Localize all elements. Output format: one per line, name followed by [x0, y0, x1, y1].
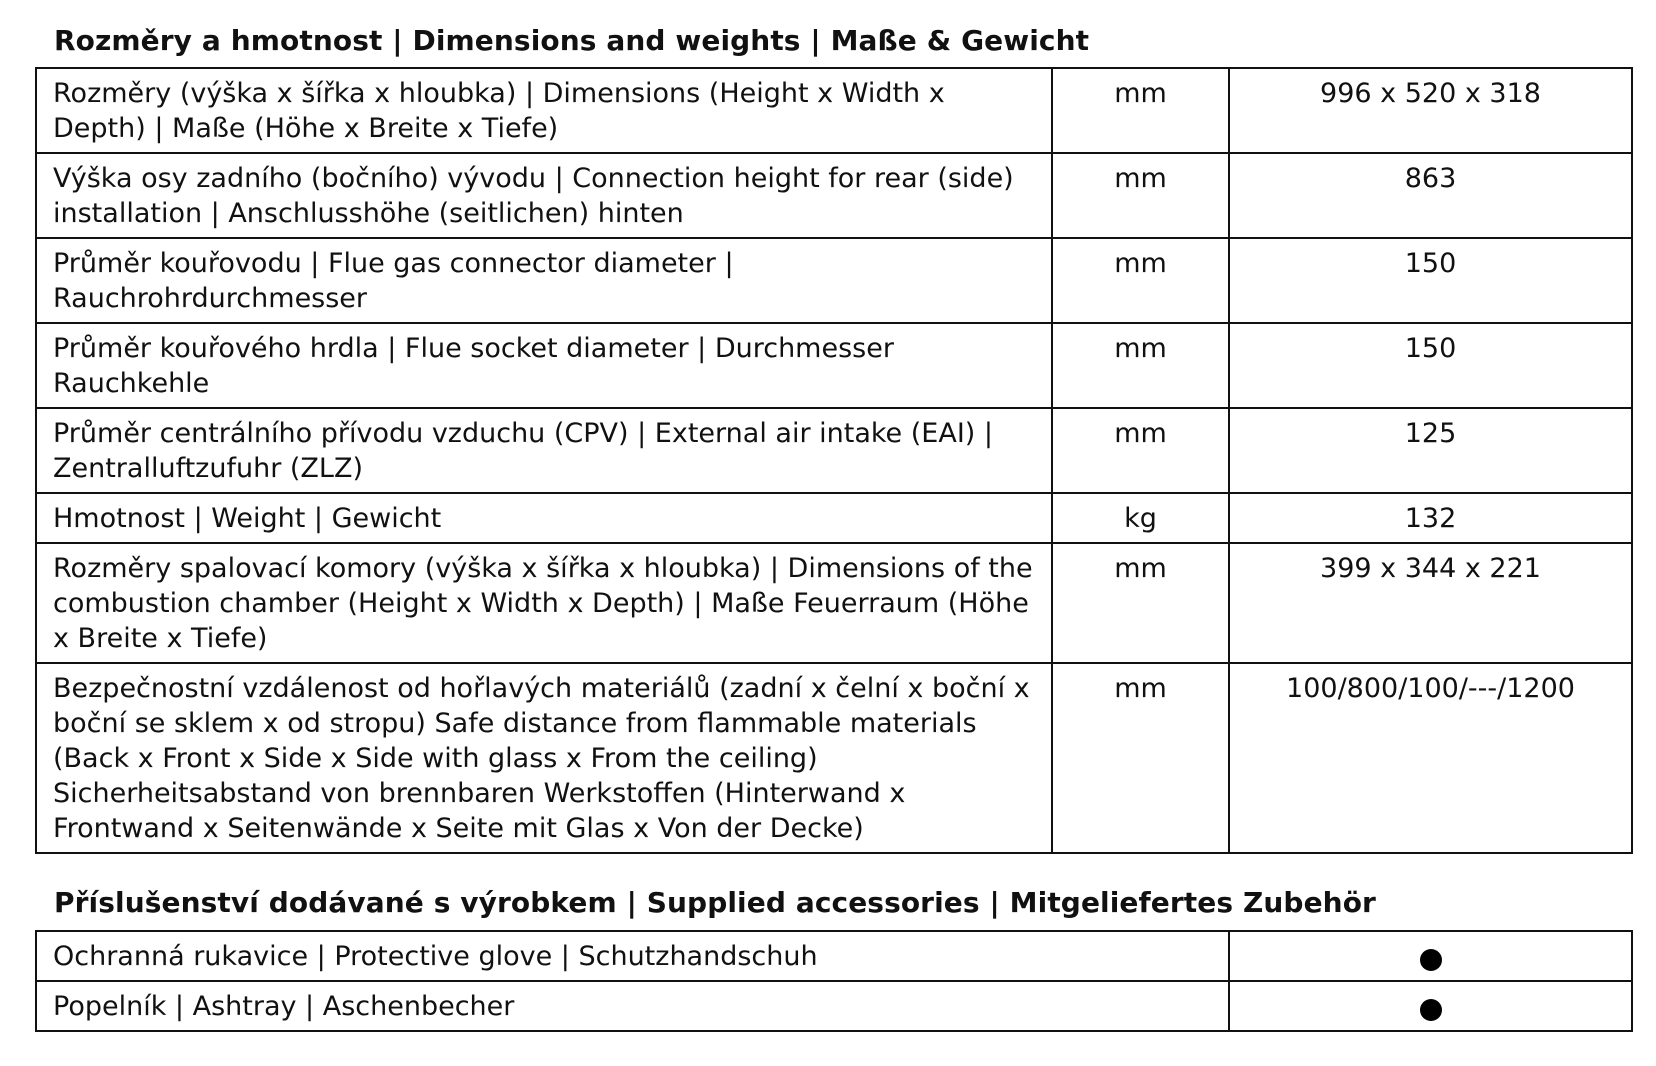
- row-unit: mm: [1052, 663, 1229, 853]
- row-unit: mm: [1052, 153, 1229, 238]
- table-row: [36, 931, 1632, 981]
- table-row: [36, 323, 1632, 408]
- table-row: [36, 981, 1632, 1031]
- row-label: Hmotnost | Weight | Gewicht: [36, 493, 1052, 543]
- row-label: Výška osy zadního (bočního) vývodu | Connection height for rear (side) installation | Anschlusshöhe (seitlichen) hinten: [36, 153, 1052, 238]
- included-marker: [1229, 981, 1632, 1031]
- table-row: [36, 493, 1632, 543]
- table-row: [36, 408, 1632, 493]
- row-label: Průměr centrálního přívodu vzduchu (CPV) | External air intake (EAI) | Zentralluftzufuhr (ZLZ): [36, 408, 1052, 493]
- row-unit: mm: [1052, 323, 1229, 408]
- filled-circle-icon: [1420, 949, 1442, 971]
- filled-circle-icon: [1420, 999, 1442, 1021]
- row-value: 150: [1229, 323, 1632, 408]
- accessories-table: [35, 930, 1633, 1032]
- row-label: Průměr kouřovodu | Flue gas connector diameter | Rauchrohrdurchmesser: [36, 238, 1052, 323]
- row-label: Bezpečnostní vzdálenost od hořlavých materiálů (zadní x čelní x boční x boční se sklem x od stropu) Safe distance from flammable materials (Back x Front x Side x Side with glass x From the ceiling) Sicherheitsabstand von brennbaren Werkstoffen (Hinterwand x Frontwand x Seitenwände x Seite mit Glas x Von der Decke): [36, 663, 1052, 853]
- accessory-label: Popelník | Ashtray | Aschenbecher: [36, 981, 1229, 1031]
- row-value: 150: [1229, 238, 1632, 323]
- table-row: [36, 68, 1632, 153]
- table-row: [36, 153, 1632, 238]
- row-value: 100/800/100/---/1200: [1229, 663, 1632, 853]
- table-row: [36, 543, 1632, 663]
- row-value: 132: [1229, 493, 1632, 543]
- row-label: Rozměry (výška x šířka x hloubka) | Dimensions (Height x Width x Depth) | Maße (Höhe x Breite x Tiefe): [36, 68, 1052, 153]
- table-row: [36, 238, 1632, 323]
- row-unit: mm: [1052, 543, 1229, 663]
- row-value: 996 x 520 x 318: [1229, 68, 1632, 153]
- included-marker: [1229, 931, 1632, 981]
- row-unit: kg: [1052, 493, 1229, 543]
- row-value: 125: [1229, 408, 1632, 493]
- dimensions-section-title: Rozměry a hmotnost | Dimensions and weights | Maße & Gewicht: [54, 24, 1090, 57]
- accessories-section-title: Příslušenství dodávané s výrobkem | Supplied accessories | Mitgeliefertes Zubehör: [54, 886, 1376, 919]
- row-unit: mm: [1052, 238, 1229, 323]
- dimensions-table: [35, 67, 1633, 854]
- row-unit: mm: [1052, 68, 1229, 153]
- row-unit: mm: [1052, 408, 1229, 493]
- row-value: 863: [1229, 153, 1632, 238]
- row-label: Průměr kouřového hrdla | Flue socket diameter | Durchmesser Rauchkehle: [36, 323, 1052, 408]
- accessory-label: Ochranná rukavice | Protective glove | Schutzhandschuh: [36, 931, 1229, 981]
- table-row: [36, 663, 1632, 853]
- row-value: 399 x 344 x 221: [1229, 543, 1632, 663]
- row-label: Rozměry spalovací komory (výška x šířka x hloubka) | Dimensions of the combustion chamber (Height x Width x Depth) | Maße Feuerraum (Höhe x Breite x Tiefe): [36, 543, 1052, 663]
